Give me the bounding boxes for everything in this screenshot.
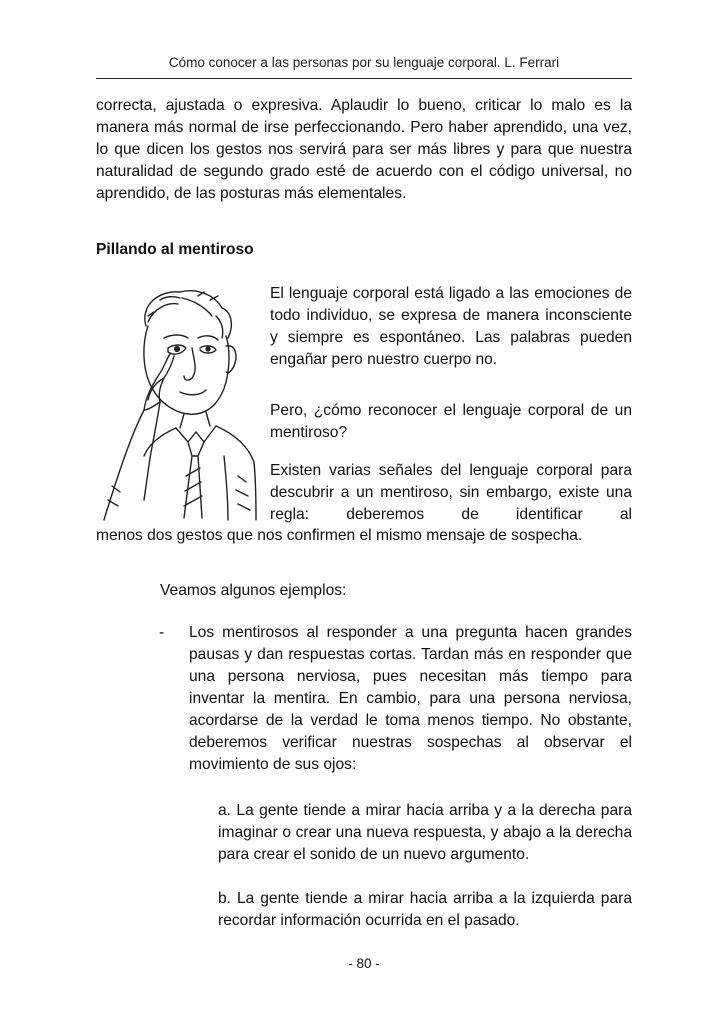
sub-item-a: a. La gente tiende a mirar hacia arriba y a la derecha para imaginar o crear una nueva respuesta, y abajo a la derecha para crear el sonido de un nuevo argumento.	[218, 802, 632, 863]
section-heading: Pillando al mentiroso	[96, 241, 254, 258]
running-header	[96, 54, 632, 79]
intro-paragraph: correcta, ajustada o expresiva. Aplaudir lo bueno, criticar lo malo es la manera más normal de irse perfeccionando. Pero haber aprendido, una vez, lo que dicen los gestos nos servirá para ser más libres y para que nuestra naturalidad de segundo grado esté de acuerdo con el código universal, no aprendido, de las posturas más elementales.	[96, 97, 632, 202]
bullet-item-1: Los mentirosos al responder a una pregunta hacen grandes pausas y dan respuestas cortas. Tardan más en responder que una persona nerviosa, pues necesitan más tiempo para inventar la mentira. En cambio, para una persona nerviosa, acordarse de la verdad le toma menos tiempo. No obstante, deberemos verificar nuestras sospechas al observar el movimiento de sus ojos:	[189, 624, 632, 773]
side-paragraph-2: Pero, ¿cómo reconocer el lenguaje corporal de un mentiroso?	[270, 402, 632, 441]
running-title: Cómo conocer a las personas por su lenguaje corporal. L. Ferrari	[168, 55, 560, 70]
bullet-marker: -	[159, 624, 165, 641]
wide-paragraph-3-end: menos dos gestos que nos confirmen el mismo mensaje de sospecha.	[96, 527, 583, 544]
page-number: - 80 -	[348, 956, 380, 971]
examples-intro: Veamos algunos ejemplos:	[160, 582, 347, 599]
sub-item-b: b. La gente tiende a mirar hacia arriba a la izquierda para recordar información ocurrida en el pasado.	[218, 890, 632, 929]
man-pulling-eyelid-illustration	[88, 286, 260, 522]
side-paragraph-1: El lenguaje corporal está ligado a las emociones de todo individuo, se expresa de manera inconsciente y siempre es espontáneo. Las palabras pueden engañar pero nuestro cuerpo no.	[270, 285, 632, 368]
side-paragraph-3: Existen varias señales del lenguaje corporal para descubrir a un mentiroso, sin embargo, existe una regla: deberemos de identificar al	[270, 462, 632, 523]
